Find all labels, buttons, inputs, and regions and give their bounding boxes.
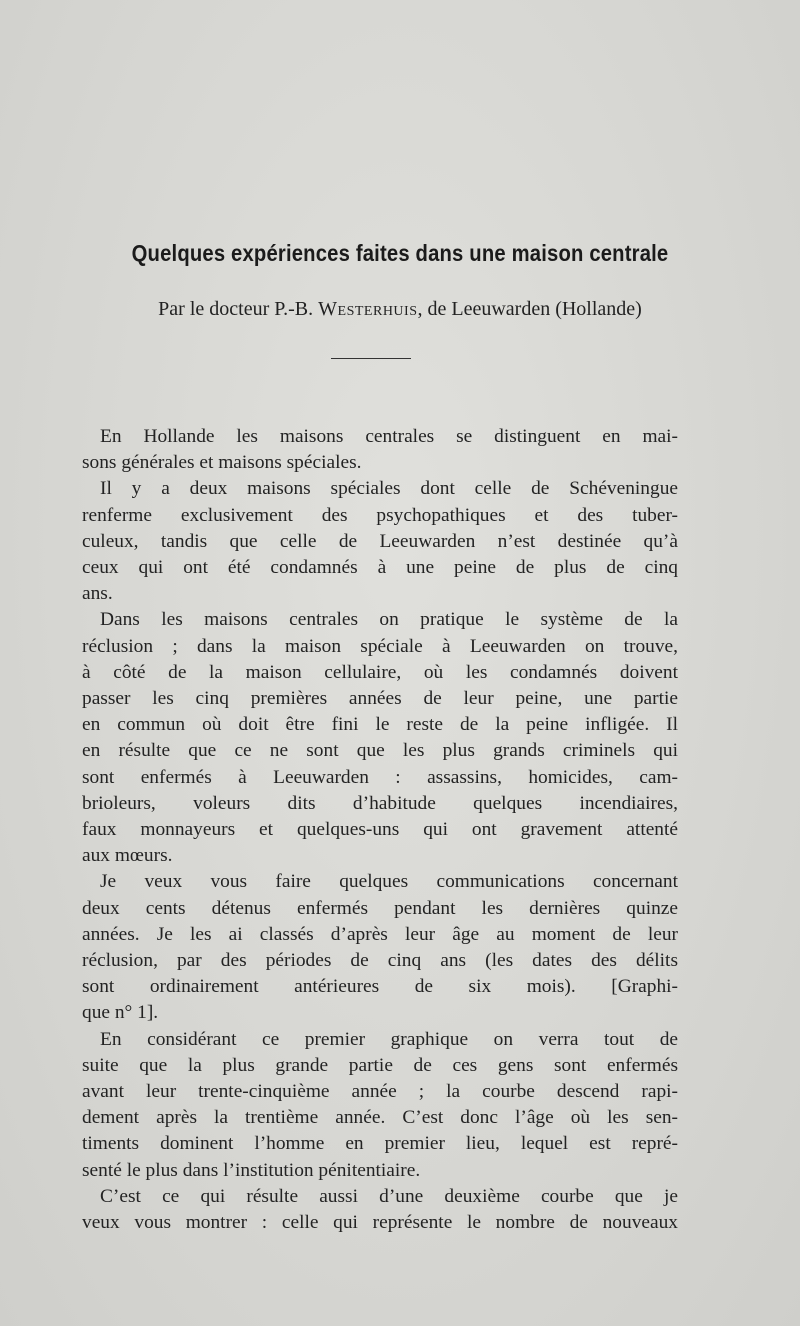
body-line: timents dominent l’homme en premier lieu, lequel est repré- <box>82 1133 678 1155</box>
body-line: passer les cinq premières années de leur peine, une partie <box>82 688 678 710</box>
body-line: ans. <box>82 583 113 605</box>
body-line: ceux qui ont été condamnés à une peine de plus de cinq <box>82 557 678 579</box>
article-title: Quelques expériences faites dans une maison centrale <box>131 240 669 266</box>
byline-suffix: , de Leeuwarden (Hollande) <box>417 298 642 320</box>
body-line: veux vous montrer : celle qui représente le nombre de nouveaux <box>82 1212 678 1234</box>
body-line: réclusion, par des périodes de cinq ans (les dates des délits <box>82 950 678 972</box>
body-line: brioleurs, voleurs dits d’habitude quelques incendiaires, <box>82 792 678 814</box>
article-body <box>82 424 678 1236</box>
body-line: faux monnayeurs et quelques-uns qui ont gravement attenté <box>82 819 678 841</box>
body-line: années. Je les ai classés d’après leur âge au moment de leur <box>82 923 678 945</box>
body-line: sons générales et maisons spéciales. <box>82 452 362 474</box>
body-line: senté le plus dans l’institution pénitentiaire. <box>82 1159 421 1181</box>
author-byline <box>0 298 770 321</box>
title-divider <box>331 358 411 359</box>
body-line: sont enfermés à Leeuwarden : assassins, homicides, cam- <box>82 766 678 788</box>
body-line: dement après la trentième année. C’est donc l’âge où les sen- <box>82 1107 678 1129</box>
body-line: sont ordinairement antérieures de six mois). [Graphi- <box>82 976 678 998</box>
body-line: en résulte que ce ne sont que les plus grands criminels qui <box>82 740 678 762</box>
byline-prefix: Par le docteur P.-B. <box>158 298 319 320</box>
body-line: avant leur trente-cinquième année ; la courbe descend rapi- <box>82 1081 678 1103</box>
body-line: en commun où doit être fini le reste de la peine infligée. Il <box>82 714 678 736</box>
body-line: réclusion ; dans la maison spéciale à Leeuwarden on trouve, <box>82 635 678 657</box>
body-line: C’est ce qui résulte aussi d’une deuxième courbe que je <box>100 1185 678 1207</box>
body-line: En Hollande les maisons centrales se distinguent en mai- <box>100 426 678 447</box>
body-line: aux mœurs. <box>82 845 173 867</box>
author-name: Westerhuis <box>318 298 418 320</box>
body-line: que n° 1]. <box>82 1002 159 1024</box>
body-line: En considérant ce premier graphique on verra tout de <box>100 1028 678 1050</box>
body-line: Dans les maisons centrales on pratique le système de la <box>100 609 678 631</box>
body-line: Je veux vous faire quelques communications concernant <box>100 871 678 893</box>
body-line: culeux, tandis que celle de Leeuwarden n’est destinée qu’à <box>82 530 678 552</box>
body-line: deux cents détenus enfermés pendant les dernières quinze <box>82 897 678 919</box>
body-line: Il y a deux maisons spéciales dont celle de Schéveningue <box>100 478 678 500</box>
body-line: renferme exclusivement des psychopathiques et des tuber- <box>82 504 678 526</box>
body-line: suite que la plus grande partie de ces gens sont enfermés <box>82 1054 678 1076</box>
body-line: à côté de la maison cellulaire, où les condamnés doivent <box>82 661 678 683</box>
